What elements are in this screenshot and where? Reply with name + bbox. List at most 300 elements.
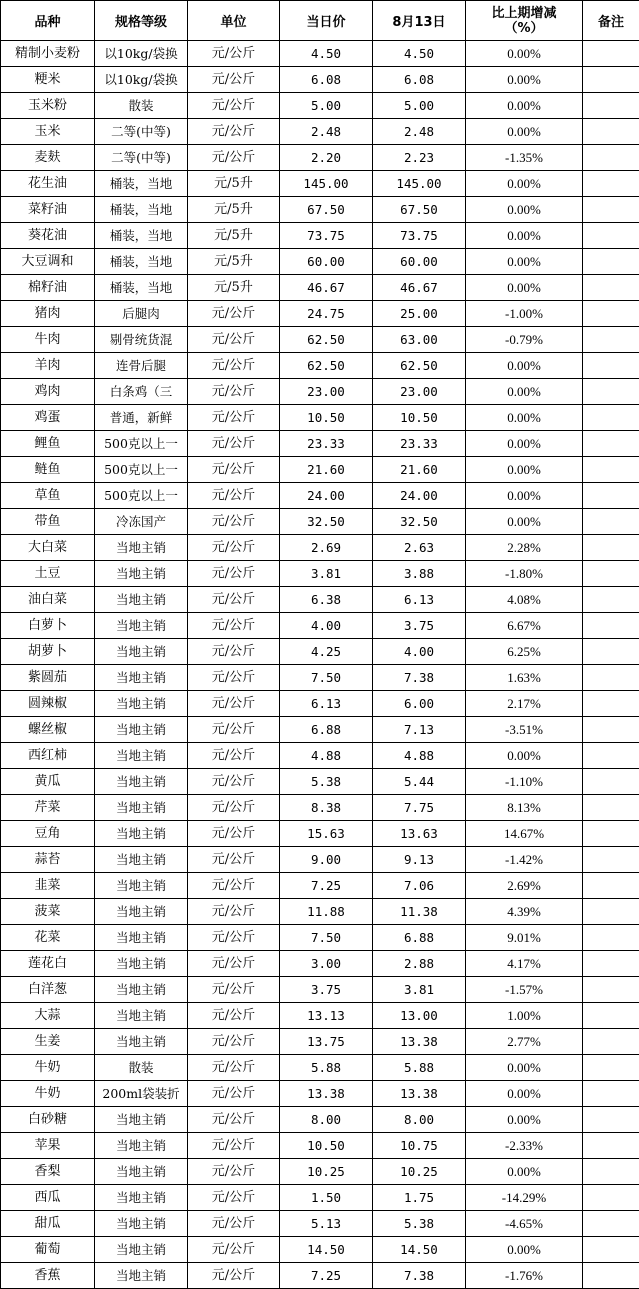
cell-name: 猪肉: [1, 301, 95, 327]
cell-change: 0.00%: [466, 223, 583, 249]
cell-note: [583, 67, 639, 93]
cell-unit: 元/5升: [188, 197, 280, 223]
cell-change: -1.42%: [466, 847, 583, 873]
cell-name: 胡萝卜: [1, 639, 95, 665]
table-header: [1, 1, 639, 41]
cell-change: 0.00%: [466, 275, 583, 301]
cell-change: -0.79%: [466, 327, 583, 353]
cell-today-price: 7.50: [280, 665, 373, 691]
cell-spec: 当地主销: [95, 535, 188, 561]
cell-today-price: 1.50: [280, 1185, 373, 1211]
header-row: [1, 1, 639, 41]
cell-change: -1.10%: [466, 769, 583, 795]
table-row: [1, 1133, 639, 1159]
cell-unit: 元/公斤: [188, 67, 280, 93]
cell-note: [583, 873, 639, 899]
cell-unit: 元/公斤: [188, 1211, 280, 1237]
cell-change: -1.00%: [466, 301, 583, 327]
cell-name: 菠菜: [1, 899, 95, 925]
cell-today-price: 3.81: [280, 561, 373, 587]
cell-spec: 当地主销: [95, 899, 188, 925]
cell-change: 4.08%: [466, 587, 583, 613]
cell-change: 0.00%: [466, 483, 583, 509]
cell-previous-price: 11.38: [373, 899, 466, 925]
table-row: [1, 483, 639, 509]
cell-spec: 500克以上一: [95, 483, 188, 509]
cell-today-price: 6.13: [280, 691, 373, 717]
cell-change: 4.39%: [466, 899, 583, 925]
cell-today-price: 4.00: [280, 613, 373, 639]
cell-note: [583, 353, 639, 379]
cell-unit: 元/公斤: [188, 379, 280, 405]
cell-spec: 桶装，当地: [95, 275, 188, 301]
cell-previous-price: 6.08: [373, 67, 466, 93]
cell-note: [583, 1003, 639, 1029]
cell-spec: 后腿肉: [95, 301, 188, 327]
cell-unit: 元/公斤: [188, 613, 280, 639]
cell-today-price: 21.60: [280, 457, 373, 483]
table-row: [1, 145, 639, 171]
table-row: [1, 873, 639, 899]
cell-note: [583, 275, 639, 301]
cell-today-price: 13.38: [280, 1081, 373, 1107]
cell-today-price: 24.00: [280, 483, 373, 509]
cell-note: [583, 509, 639, 535]
cell-unit: 元/5升: [188, 275, 280, 301]
header-change: [466, 1, 583, 41]
cell-change: 2.17%: [466, 691, 583, 717]
table-row: [1, 197, 639, 223]
cell-unit: 元/公斤: [188, 1237, 280, 1263]
table-row: [1, 1185, 639, 1211]
table-row: [1, 847, 639, 873]
cell-unit: 元/公斤: [188, 405, 280, 431]
cell-name: 白萝卜: [1, 613, 95, 639]
cell-today-price: 23.33: [280, 431, 373, 457]
cell-name: 西红柿: [1, 743, 95, 769]
cell-unit: 元/公斤: [188, 457, 280, 483]
cell-note: [583, 1133, 639, 1159]
cell-name: 葵花油: [1, 223, 95, 249]
cell-name: 花生油: [1, 171, 95, 197]
cell-note: [583, 795, 639, 821]
cell-note: [583, 925, 639, 951]
cell-unit: 元/公斤: [188, 639, 280, 665]
cell-note: [583, 535, 639, 561]
cell-unit: 元/公斤: [188, 41, 280, 67]
cell-name: 粳米: [1, 67, 95, 93]
table-row: [1, 743, 639, 769]
cell-today-price: 73.75: [280, 223, 373, 249]
cell-today-price: 7.25: [280, 873, 373, 899]
cell-unit: 元/公斤: [188, 93, 280, 119]
cell-note: [583, 847, 639, 873]
cell-note: [583, 1159, 639, 1185]
table-row: [1, 275, 639, 301]
cell-name: 菜籽油: [1, 197, 95, 223]
cell-note: [583, 431, 639, 457]
cell-previous-price: 8.00: [373, 1107, 466, 1133]
cell-previous-price: 2.88: [373, 951, 466, 977]
cell-name: 草鱼: [1, 483, 95, 509]
cell-previous-price: 6.88: [373, 925, 466, 951]
cell-spec: 当地主销: [95, 1107, 188, 1133]
cell-change: 0.00%: [466, 67, 583, 93]
cell-spec: 当地主销: [95, 1003, 188, 1029]
cell-change: 0.00%: [466, 405, 583, 431]
table-row: [1, 613, 639, 639]
cell-change: -1.80%: [466, 561, 583, 587]
cell-spec: 当地主销: [95, 613, 188, 639]
table-row: [1, 561, 639, 587]
cell-previous-price: 1.75: [373, 1185, 466, 1211]
table-row: [1, 1029, 639, 1055]
cell-unit: 元/5升: [188, 223, 280, 249]
cell-spec: 以10kg/袋换: [95, 67, 188, 93]
cell-note: [583, 821, 639, 847]
cell-change: -3.51%: [466, 717, 583, 743]
cell-note: [583, 327, 639, 353]
cell-unit: 元/5升: [188, 249, 280, 275]
table-row: [1, 1237, 639, 1263]
table-row: [1, 223, 639, 249]
cell-spec: 200ml袋装折: [95, 1081, 188, 1107]
cell-previous-price: 73.75: [373, 223, 466, 249]
cell-today-price: 6.38: [280, 587, 373, 613]
cell-unit: 元/公斤: [188, 1081, 280, 1107]
cell-today-price: 5.38: [280, 769, 373, 795]
table-row: [1, 665, 639, 691]
cell-change: 2.77%: [466, 1029, 583, 1055]
cell-name: 香梨: [1, 1159, 95, 1185]
cell-name: 鲢鱼: [1, 457, 95, 483]
cell-note: [583, 145, 639, 171]
table-row: [1, 431, 639, 457]
cell-name: 紫圆茄: [1, 665, 95, 691]
cell-note: [583, 1237, 639, 1263]
table-row: [1, 457, 639, 483]
cell-spec: 500克以上一: [95, 457, 188, 483]
cell-spec: 当地主销: [95, 1237, 188, 1263]
cell-unit: 元/公斤: [188, 483, 280, 509]
cell-spec: 当地主销: [95, 743, 188, 769]
cell-spec: 当地主销: [95, 587, 188, 613]
cell-note: [583, 717, 639, 743]
cell-change: 0.00%: [466, 431, 583, 457]
cell-change: 0.00%: [466, 93, 583, 119]
cell-change: -1.76%: [466, 1263, 583, 1289]
cell-previous-price: 2.23: [373, 145, 466, 171]
table-row: [1, 1159, 639, 1185]
cell-note: [583, 1263, 639, 1289]
cell-unit: 元/公斤: [188, 431, 280, 457]
cell-name: 油白菜: [1, 587, 95, 613]
cell-previous-price: 13.00: [373, 1003, 466, 1029]
cell-previous-price: 14.50: [373, 1237, 466, 1263]
table-row: [1, 93, 639, 119]
cell-name: 牛奶: [1, 1055, 95, 1081]
cell-note: [583, 483, 639, 509]
cell-unit: 元/公斤: [188, 821, 280, 847]
table-row: [1, 1263, 639, 1289]
cell-today-price: 9.00: [280, 847, 373, 873]
cell-unit: 元/公斤: [188, 951, 280, 977]
cell-previous-price: 23.00: [373, 379, 466, 405]
cell-previous-price: 67.50: [373, 197, 466, 223]
cell-today-price: 5.00: [280, 93, 373, 119]
cell-name: 牛奶: [1, 1081, 95, 1107]
cell-note: [583, 1107, 639, 1133]
cell-change: 0.00%: [466, 1107, 583, 1133]
cell-note: [583, 977, 639, 1003]
cell-today-price: 23.00: [280, 379, 373, 405]
cell-unit: 元/公斤: [188, 509, 280, 535]
cell-unit: 元/公斤: [188, 535, 280, 561]
cell-note: [583, 587, 639, 613]
cell-previous-price: 2.48: [373, 119, 466, 145]
cell-name: 鸡肉: [1, 379, 95, 405]
cell-name: 香蕉: [1, 1263, 95, 1289]
cell-change: 1.00%: [466, 1003, 583, 1029]
cell-spec: 连骨后腿: [95, 353, 188, 379]
cell-unit: 元/公斤: [188, 691, 280, 717]
header-name: 品种: [1, 1, 95, 41]
cell-name: 葡萄: [1, 1237, 95, 1263]
cell-today-price: 5.13: [280, 1211, 373, 1237]
cell-previous-price: 5.38: [373, 1211, 466, 1237]
cell-previous-price: 24.00: [373, 483, 466, 509]
cell-note: [583, 457, 639, 483]
cell-today-price: 2.69: [280, 535, 373, 561]
cell-change: 0.00%: [466, 171, 583, 197]
cell-today-price: 13.13: [280, 1003, 373, 1029]
cell-note: [583, 301, 639, 327]
cell-previous-price: 63.00: [373, 327, 466, 353]
cell-note: [583, 171, 639, 197]
cell-note: [583, 769, 639, 795]
cell-change: 0.00%: [466, 743, 583, 769]
cell-spec: 当地主销: [95, 769, 188, 795]
cell-name: 莲花白: [1, 951, 95, 977]
cell-note: [583, 93, 639, 119]
cell-previous-price: 145.00: [373, 171, 466, 197]
cell-unit: 元/公斤: [188, 873, 280, 899]
cell-previous-price: 10.25: [373, 1159, 466, 1185]
cell-name: 带鱼: [1, 509, 95, 535]
cell-name: 芹菜: [1, 795, 95, 821]
cell-previous-price: 13.38: [373, 1081, 466, 1107]
table-row: [1, 353, 639, 379]
cell-previous-price: 2.63: [373, 535, 466, 561]
cell-name: 白洋葱: [1, 977, 95, 1003]
cell-name: 花菜: [1, 925, 95, 951]
cell-spec: 当地主销: [95, 1029, 188, 1055]
cell-change: 6.25%: [466, 639, 583, 665]
cell-note: [583, 379, 639, 405]
cell-today-price: 67.50: [280, 197, 373, 223]
cell-name: 大豆调和: [1, 249, 95, 275]
cell-today-price: 62.50: [280, 353, 373, 379]
table-row: [1, 1003, 639, 1029]
header-today-price: 当日价: [280, 1, 373, 41]
cell-note: [583, 1211, 639, 1237]
cell-previous-price: 7.06: [373, 873, 466, 899]
header-previous-date: 8月13日: [373, 1, 466, 41]
cell-unit: 元/公斤: [188, 1185, 280, 1211]
cell-change: 6.67%: [466, 613, 583, 639]
table-row: [1, 951, 639, 977]
cell-today-price: 13.75: [280, 1029, 373, 1055]
table-row: [1, 1211, 639, 1237]
cell-unit: 元/公斤: [188, 847, 280, 873]
cell-name: 西瓜: [1, 1185, 95, 1211]
cell-spec: 当地主销: [95, 1159, 188, 1185]
cell-change: 0.00%: [466, 249, 583, 275]
table-row: [1, 119, 639, 145]
cell-unit: 元/公斤: [188, 795, 280, 821]
cell-note: [583, 1029, 639, 1055]
cell-change: 1.63%: [466, 665, 583, 691]
table-row: [1, 899, 639, 925]
cell-unit: 元/公斤: [188, 1263, 280, 1289]
cell-spec: 桶装，当地: [95, 249, 188, 275]
cell-previous-price: 6.13: [373, 587, 466, 613]
table-row: [1, 717, 639, 743]
cell-name: 牛肉: [1, 327, 95, 353]
cell-change: 14.67%: [466, 821, 583, 847]
cell-spec: 当地主销: [95, 951, 188, 977]
cell-previous-price: 4.50: [373, 41, 466, 67]
cell-spec: 当地主销: [95, 977, 188, 1003]
cell-change: 0.00%: [466, 379, 583, 405]
cell-note: [583, 41, 639, 67]
cell-previous-price: 5.44: [373, 769, 466, 795]
cell-today-price: 7.25: [280, 1263, 373, 1289]
cell-spec: 当地主销: [95, 821, 188, 847]
cell-name: 生姜: [1, 1029, 95, 1055]
cell-change: 0.00%: [466, 41, 583, 67]
cell-today-price: 32.50: [280, 509, 373, 535]
cell-change: -4.65%: [466, 1211, 583, 1237]
cell-note: [583, 1055, 639, 1081]
cell-change: 0.00%: [466, 1055, 583, 1081]
cell-name: 蒜苔: [1, 847, 95, 873]
cell-name: 苹果: [1, 1133, 95, 1159]
header-change-line2: （%）: [504, 20, 544, 36]
cell-unit: 元/公斤: [188, 977, 280, 1003]
cell-unit: 元/公斤: [188, 925, 280, 951]
cell-change: -1.57%: [466, 977, 583, 1003]
cell-previous-price: 25.00: [373, 301, 466, 327]
cell-change: 4.17%: [466, 951, 583, 977]
table-row: [1, 639, 639, 665]
cell-note: [583, 1081, 639, 1107]
cell-spec: 散装: [95, 93, 188, 119]
table-row: [1, 977, 639, 1003]
cell-name: 鸡蛋: [1, 405, 95, 431]
cell-today-price: 4.88: [280, 743, 373, 769]
cell-name: 土豆: [1, 561, 95, 587]
table-row: [1, 67, 639, 93]
cell-name: 羊肉: [1, 353, 95, 379]
cell-change: 0.00%: [466, 1159, 583, 1185]
cell-note: [583, 899, 639, 925]
table-row: [1, 691, 639, 717]
cell-spec: 二等(中等): [95, 119, 188, 145]
cell-note: [583, 249, 639, 275]
cell-change: 0.00%: [466, 1081, 583, 1107]
cell-today-price: 4.50: [280, 41, 373, 67]
cell-unit: 元/公斤: [188, 665, 280, 691]
cell-spec: 当地主销: [95, 925, 188, 951]
cell-today-price: 2.20: [280, 145, 373, 171]
cell-name: 黄瓜: [1, 769, 95, 795]
cell-spec: 当地主销: [95, 847, 188, 873]
cell-name: 鲤鱼: [1, 431, 95, 457]
cell-change: 2.28%: [466, 535, 583, 561]
cell-spec: 白条鸡（三: [95, 379, 188, 405]
cell-today-price: 60.00: [280, 249, 373, 275]
cell-change: 9.01%: [466, 925, 583, 951]
cell-unit: 元/公斤: [188, 1107, 280, 1133]
cell-unit: 元/公斤: [188, 327, 280, 353]
cell-change: 0.00%: [466, 119, 583, 145]
cell-previous-price: 32.50: [373, 509, 466, 535]
cell-name: 棉籽油: [1, 275, 95, 301]
cell-spec: 当地主销: [95, 561, 188, 587]
cell-previous-price: 7.38: [373, 665, 466, 691]
cell-today-price: 46.67: [280, 275, 373, 301]
cell-unit: 元/公斤: [188, 717, 280, 743]
table-row: [1, 1107, 639, 1133]
cell-today-price: 2.48: [280, 119, 373, 145]
cell-spec: 桶装，当地: [95, 171, 188, 197]
cell-spec: 桶装，当地: [95, 223, 188, 249]
cell-unit: 元/公斤: [188, 743, 280, 769]
cell-name: 大白菜: [1, 535, 95, 561]
cell-change: 0.00%: [466, 457, 583, 483]
cell-spec: 二等(中等): [95, 145, 188, 171]
cell-change: 0.00%: [466, 197, 583, 223]
cell-spec: 500克以上一: [95, 431, 188, 457]
cell-note: [583, 743, 639, 769]
cell-today-price: 14.50: [280, 1237, 373, 1263]
table-body: [1, 41, 639, 1289]
cell-today-price: 10.25: [280, 1159, 373, 1185]
cell-change: -14.29%: [466, 1185, 583, 1211]
cell-note: [583, 691, 639, 717]
cell-unit: 元/公斤: [188, 119, 280, 145]
cell-change: 8.13%: [466, 795, 583, 821]
cell-note: [583, 639, 639, 665]
cell-change: 0.00%: [466, 353, 583, 379]
header-unit: 单位: [188, 1, 280, 41]
cell-spec: 当地主销: [95, 717, 188, 743]
cell-spec: 当地主销: [95, 1185, 188, 1211]
cell-today-price: 6.08: [280, 67, 373, 93]
cell-note: [583, 613, 639, 639]
table-row: [1, 535, 639, 561]
cell-today-price: 62.50: [280, 327, 373, 353]
header-spec: 规格等级: [95, 1, 188, 41]
cell-today-price: 15.63: [280, 821, 373, 847]
header-note: 备注: [583, 1, 639, 41]
cell-previous-price: 46.67: [373, 275, 466, 301]
cell-name: 豆角: [1, 821, 95, 847]
table-row: [1, 405, 639, 431]
cell-spec: 当地主销: [95, 873, 188, 899]
cell-change: 0.00%: [466, 1237, 583, 1263]
